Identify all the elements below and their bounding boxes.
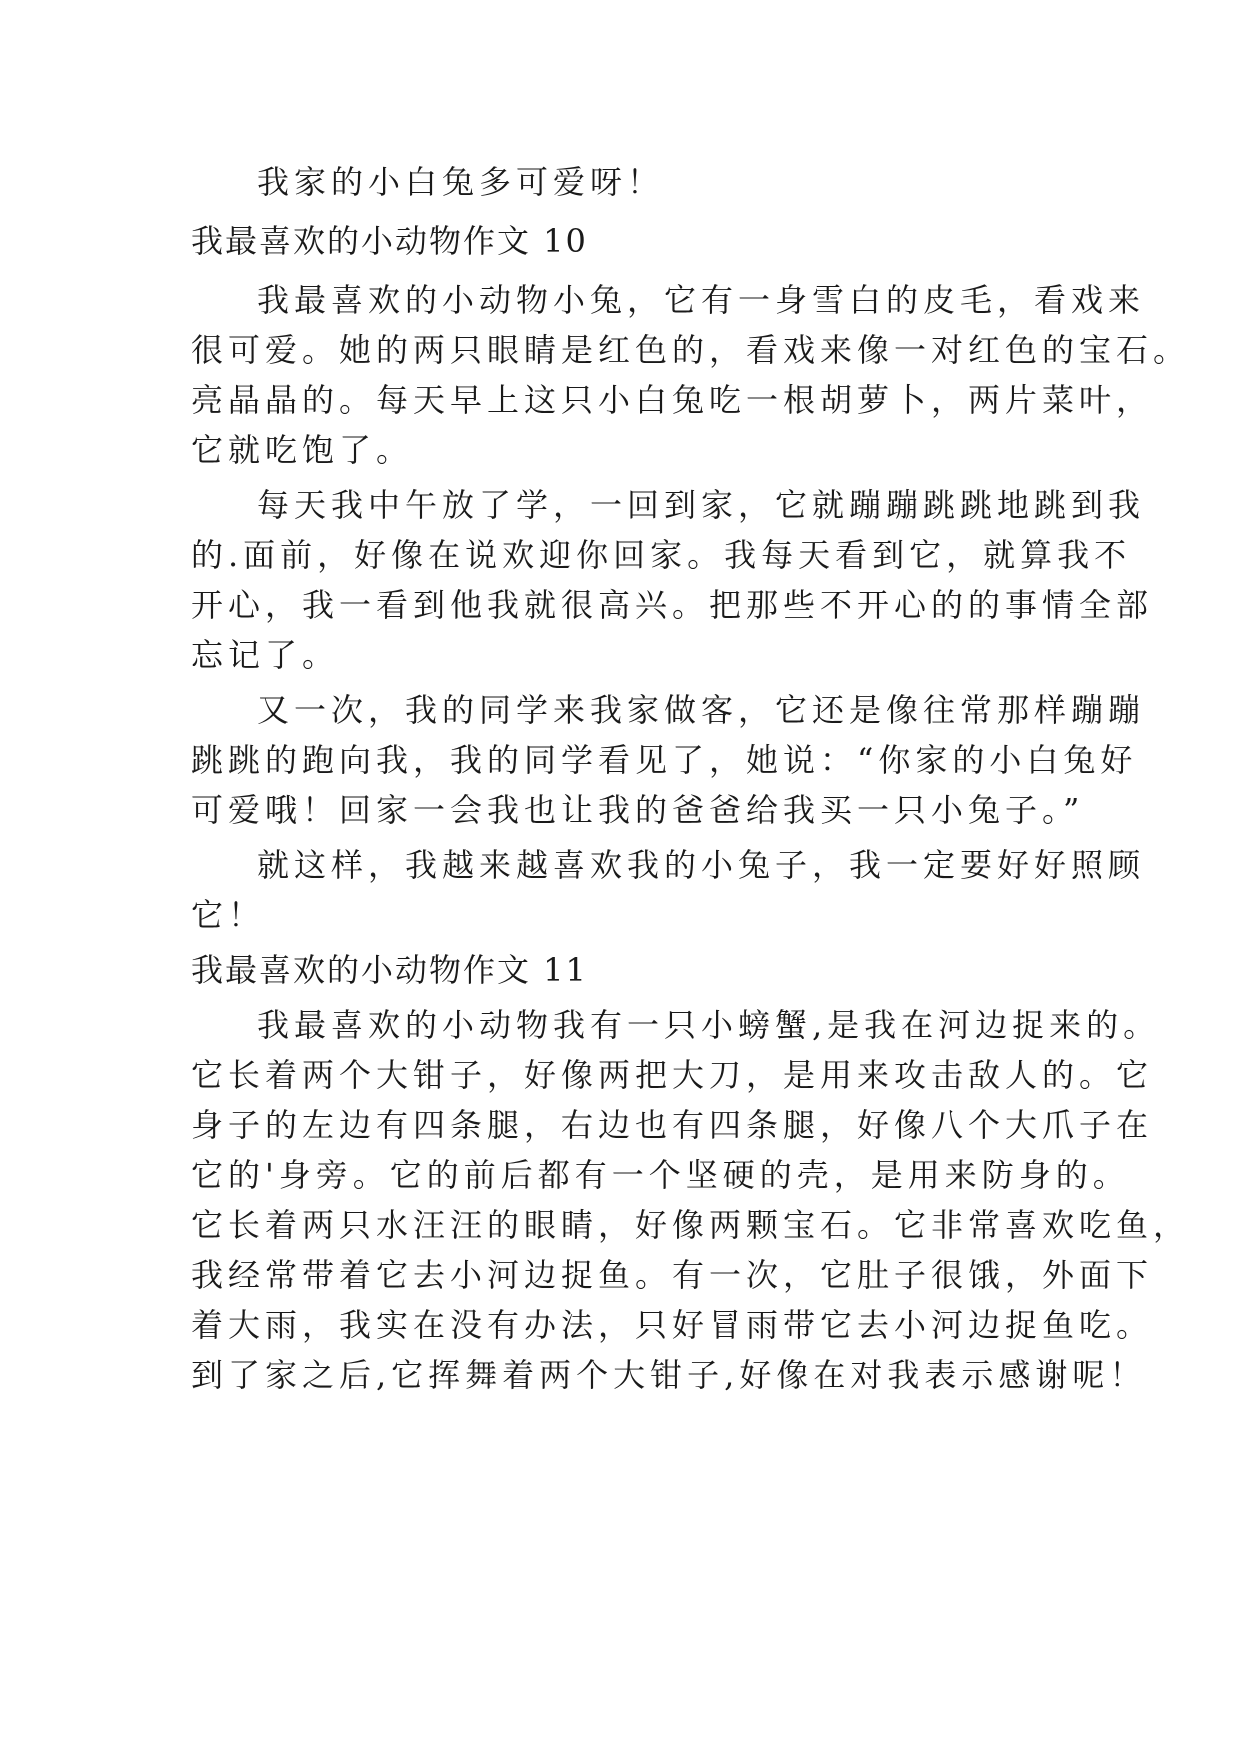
paragraph-line: 到了家之后,它挥舞着两个大钳子,好像在对我表示感谢呢！ bbox=[191, 1356, 1147, 1394]
paragraph-line: 着大雨，我实在没有办法，只好冒雨带它去小河边捉鱼吃。 bbox=[191, 1306, 1154, 1344]
paragraph-line: 就这样，我越来越喜欢我的小兔子，我一定要好好照顾 bbox=[257, 846, 1146, 884]
paragraph-line: 它长着两个大钳子，好像两把大刀，是用来攻击敌人的。它 bbox=[191, 1056, 1154, 1094]
paragraph-line: 可爱哦！回家一会我也让我的爸爸给我买一只小兔子。” bbox=[191, 791, 1085, 829]
paragraph-line: 每天我中午放了学，一回到家，它就蹦蹦跳跳地跳到我 bbox=[257, 486, 1146, 524]
essay-heading: 我最喜欢的小动物作文 11 bbox=[191, 951, 588, 989]
paragraph-line: 我最喜欢的小动物小兔，它有一身雪白的皮毛，看戏来 bbox=[257, 281, 1146, 319]
paragraph-line: 亮晶晶的。每天早上这只小白兔吃一根胡萝卜，两片菜叶， bbox=[191, 381, 1154, 419]
paragraph-line: 的.面前，好像在说欢迎你回家。我每天看到它，就算我不 bbox=[191, 536, 1132, 574]
paragraph-line: 身子的左边有四条腿，右边也有四条腿，好像八个大爪子在 bbox=[191, 1106, 1154, 1144]
paragraph-line: 我最喜欢的小动物我有一只小螃蟹,是我在河边捉来的。 bbox=[257, 1006, 1161, 1044]
paragraph-line: 我家的小白兔多可爱呀！ bbox=[257, 163, 665, 201]
paragraph-line: 它就吃饱了。 bbox=[191, 431, 414, 469]
paragraph-line: 我经常带着它去小河边捉鱼。有一次，它肚子很饿，外面下 bbox=[191, 1256, 1154, 1294]
paragraph-line: 忘记了。 bbox=[191, 636, 340, 674]
paragraph-line: 很可爱。她的两只眼睛是红色的，看戏来像一对红色的宝石。 bbox=[191, 331, 1191, 369]
paragraph-line: 它的'身旁。它的前后都有一个坚硬的壳，是用来防身的。 bbox=[191, 1156, 1130, 1194]
essay-heading: 我最喜欢的小动物作文 10 bbox=[191, 222, 588, 260]
paragraph-line: 开心，我一看到他我就很高兴。把那些不开心的的事情全部 bbox=[191, 586, 1154, 624]
paragraph-line: 跳跳的跑向我，我的同学看见了，她说：“你家的小白兔好 bbox=[191, 741, 1138, 779]
paragraph-line: 又一次，我的同学来我家做客，它还是像往常那样蹦蹦 bbox=[257, 691, 1146, 729]
paragraph-line: 它长着两只水汪汪的眼睛，好像两颗宝石。它非常喜欢吃鱼， bbox=[191, 1206, 1191, 1244]
paragraph-line: 它！ bbox=[191, 896, 266, 934]
